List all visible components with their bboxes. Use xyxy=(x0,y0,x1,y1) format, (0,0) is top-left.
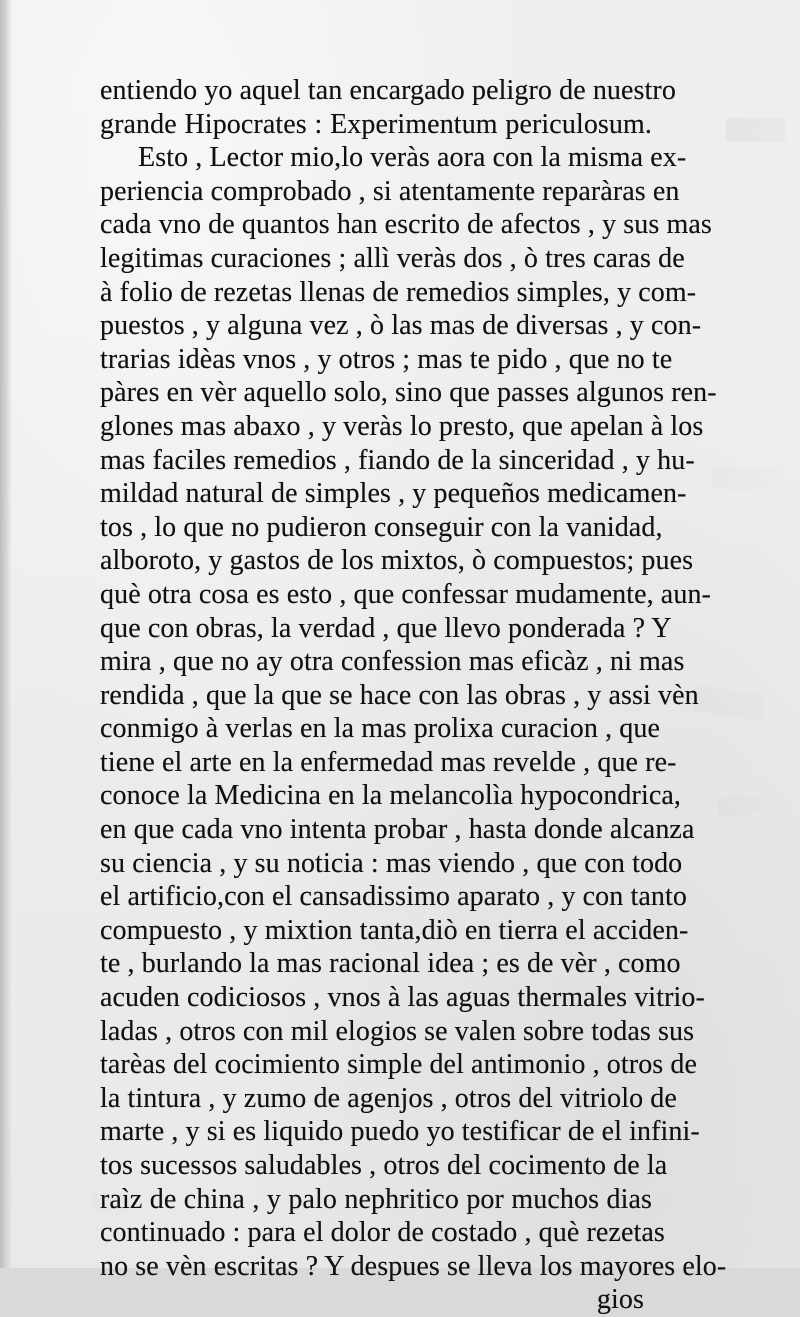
text-line: la tintura , y zumo de agenjos , otros del vitriolo de xyxy=(100,1082,677,1114)
text-line: no se vèn escritas ? Y despues se lleva los mayores elo- xyxy=(100,1250,727,1282)
text-line: pàres en vèr aquello solo, sino que passes algunos ren- xyxy=(100,377,717,409)
text-line: ladas , otros con mil elogios se valen sobre todas sus xyxy=(100,1015,695,1047)
text-line: trarias idèas vnos , y otros ; mas te pido , que no te xyxy=(100,343,673,375)
text-line: mas faciles remedios , fiando de la sinceridad , y hu- xyxy=(100,444,695,476)
text-line: cada vno de quantos han escrito de afectos , y sus mas xyxy=(100,209,712,241)
text-line: tiene el arte en la enfermedad mas revelde , que re- xyxy=(100,746,677,778)
text-line: grande Hipocrates : Experimentum periculosum. xyxy=(100,108,652,140)
text-line: el artificio,con el cansadissimo aparato , y con tanto xyxy=(100,881,687,913)
text-line: què otra cosa es esto , que confessar mudamente, aun- xyxy=(100,578,711,610)
text-line: tos , lo que no pudieron conseguir con la vanidad, xyxy=(100,511,663,543)
text-line: rendida , que la que se hace con las obras , y assi vèn xyxy=(100,679,699,711)
text-line: puestos , y alguna vez , ò las mas de diversas , y con- xyxy=(100,310,702,342)
text-line: raìz de china , y palo nephritico por muchos dias xyxy=(100,1183,652,1215)
text-line: glones mas abaxo , y veràs lo presto, que apelan à los xyxy=(100,410,704,442)
text-line: acuden codiciosos , vnos à las aguas thermales vitrio- xyxy=(100,982,705,1014)
ink-bleed-mark xyxy=(717,793,767,818)
ink-bleed-mark xyxy=(693,685,766,720)
text-line: continuado : para el dolor de costado , què rezetas xyxy=(100,1217,665,1249)
ink-bleed-mark xyxy=(726,118,786,142)
text-line: su ciencia , y su noticia : mas viendo , que con todo xyxy=(100,847,683,879)
text-line: mira , que no ay otra confession mas eficàz , ni mas xyxy=(100,646,685,678)
text-line: en que cada vno intenta probar , hasta donde alcanza xyxy=(100,814,695,846)
ink-bleed-mark xyxy=(712,467,783,491)
text-line: marte , y si es liquido puedo yo testificar de el infini- xyxy=(100,1116,700,1148)
text-line: alboroto, y gastos de los mixtos, ò compuestos; pues xyxy=(100,545,694,577)
catchword: gios xyxy=(596,1284,644,1316)
text-line: tarèas del cocimiento simple del antimonio , otros de xyxy=(100,1049,698,1081)
text-line: à folio de rezetas llenas de remedios simples, y com- xyxy=(100,276,697,308)
page-binding-edge xyxy=(0,0,12,1268)
text-line: que con obras, la verdad , que llevo ponderada ? Y xyxy=(100,612,672,644)
text-line: compuesto , y mixtion tanta,diò en tierra el acciden- xyxy=(100,914,689,946)
text-line: te , burlando la mas racional idea ; es de vèr , como xyxy=(100,948,681,980)
text-line: legitimas curaciones ; allì veràs dos , ò tres caras de xyxy=(100,242,685,274)
page-text xyxy=(100,74,727,1317)
text-line: entiendo yo aquel tan encargado peligro de nuestro xyxy=(100,75,676,106)
text-line: mildad natural de simples , y pequeños medicamen- xyxy=(100,478,687,510)
text-line: Esto , Lector mio,lo veràs aora con la misma ex- xyxy=(138,142,687,174)
text-line: conoce la Medicina en la melancolìa hypocondrica, xyxy=(100,780,681,812)
text-line: periencia comprobado , si atentamente reparàras en xyxy=(100,175,680,207)
text-line: conmigo à verlas en la mas prolixa curacion , que xyxy=(100,713,661,745)
text-line: tos sucessos saludables , otros del cocimento de la xyxy=(100,1150,668,1181)
